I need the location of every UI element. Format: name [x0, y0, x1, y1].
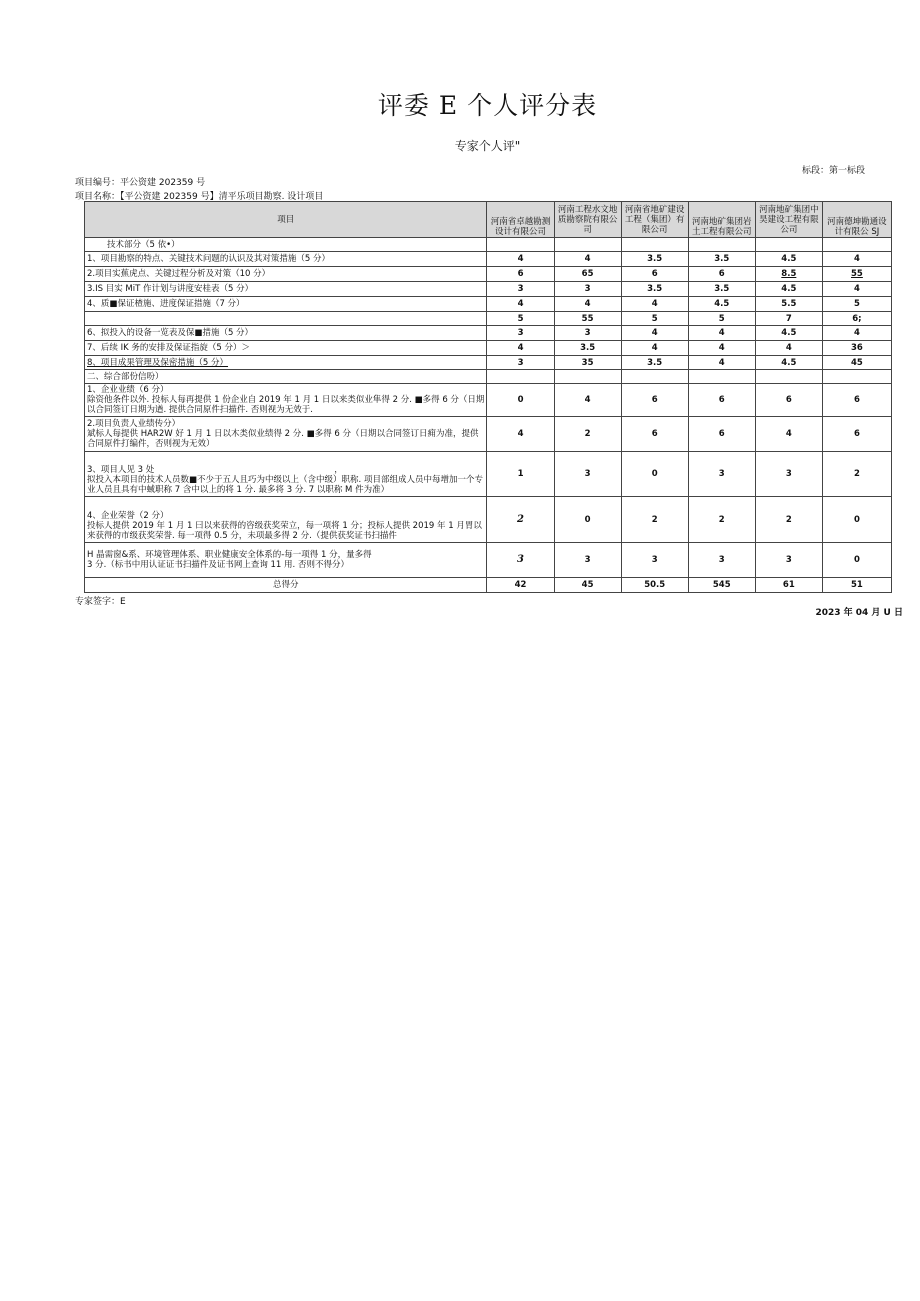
- table-row: [85, 417, 892, 452]
- row-detail: 3 分.（标书中用认证证书扫描件及证书网上查询 11 用. 否则不得分）: [87, 560, 349, 570]
- score-cell: 3: [554, 452, 621, 497]
- score-cell: 4: [822, 282, 891, 297]
- score-cell: 0: [822, 543, 891, 578]
- score-cell: 3.5: [688, 282, 755, 297]
- table-row: [85, 452, 892, 497]
- row-label: 4、质■保证楂施、进度保证措施（7 分）: [85, 297, 487, 312]
- score-cell: 3: [688, 452, 755, 497]
- total-cell: 51: [822, 578, 891, 593]
- score-cell: 3.5: [621, 282, 688, 297]
- score-cell: 4: [621, 326, 688, 341]
- score-cell: 6: [621, 417, 688, 452]
- total-cell: 545: [688, 578, 755, 593]
- score-cell: 2: [621, 497, 688, 543]
- score-cell: 4: [822, 252, 891, 267]
- table-row: [85, 326, 892, 341]
- row-label: [85, 452, 487, 497]
- table-row: [85, 297, 892, 312]
- score-cell: 0: [554, 497, 621, 543]
- table-row: [85, 543, 892, 578]
- score-cell: [755, 238, 822, 252]
- score-cell: 3: [621, 543, 688, 578]
- score-cell: 2: [554, 417, 621, 452]
- row-label: [85, 384, 487, 417]
- score-cell: 4: [621, 341, 688, 356]
- row-label: 2.项目实蕉虎点、关键过程分析及对策（10 分）: [85, 267, 487, 282]
- score-cell: 6: [822, 384, 891, 417]
- row-detail: 投标人提供 2019 年 1 月 1 曰以来获得的咨级获奖荣立，每一项将 1 分；投标人提供 2019 年 1 月胃以来获得的市级获奖荣誉. 每一项得 0.5 分，未项最多得 2 分.（提供获奖证书扫描件: [87, 521, 482, 541]
- score-cell: 4: [688, 356, 755, 370]
- row-label: [85, 497, 487, 543]
- row-label: 技术部分（5 依•）: [85, 238, 487, 252]
- score-cell: 3: [688, 543, 755, 578]
- score-cell: 3: [755, 452, 822, 497]
- score-cell: [621, 238, 688, 252]
- score-cell: 1: [487, 452, 554, 497]
- row-title: H 晶需窗&系、环境管理体系、职业健康安全体系的-每一项得 1 分，量多得: [87, 550, 372, 560]
- score-cell: [688, 238, 755, 252]
- project-number: 项目编号：平公资建 202359 号: [75, 178, 206, 188]
- row-detail: 斌标人每提供 HAR2W 好 1 月 1 日以木类似业绩得 2 分. ■多得 6 分（日期以合同签订日痈为准，提供合同原件打编件，否则视为无效）: [87, 429, 479, 449]
- total-cell: 45: [554, 578, 621, 593]
- score-cell: 3: [487, 326, 554, 341]
- score-cell: 55: [554, 312, 621, 326]
- score-cell: 2: [755, 497, 822, 543]
- table-row: [85, 356, 892, 370]
- score-cell: 4: [487, 252, 554, 267]
- row-mark: ，: [334, 465, 343, 475]
- score-cell: 6: [487, 267, 554, 282]
- score-cell: 4.5: [755, 252, 822, 267]
- score-cell: 36: [822, 341, 891, 356]
- row-label: 二、综合部份信吩）: [85, 370, 487, 384]
- score-cell: 8.5: [755, 267, 822, 282]
- score-cell: [487, 238, 554, 252]
- header-item: 项目: [85, 202, 487, 238]
- score-cell: 3: [755, 543, 822, 578]
- total-cell: 61: [755, 578, 822, 593]
- sign-date: 2023 年 04 月 U 日: [815, 608, 903, 618]
- row-title: 2.项目负责人业绩传分）: [87, 419, 181, 429]
- row-title: 4、企业荣誉（2 分）: [87, 511, 169, 521]
- header-company-1: 河南省卓越勘测设计有限公司: [487, 202, 554, 238]
- score-cell: 4: [755, 341, 822, 356]
- header-company-5: 河南地矿集团中昊建设工程有限公司: [755, 202, 822, 238]
- score-cell: 4: [688, 341, 755, 356]
- score-cell: 5.5: [755, 297, 822, 312]
- row-label: 3.IS 目实 MiT 作计划与讲度安桂表（5 分）: [85, 282, 487, 297]
- score-cell: 4: [554, 384, 621, 417]
- table-row: [85, 384, 892, 417]
- score-cell: 6: [621, 267, 688, 282]
- score-cell: [822, 238, 891, 252]
- score-cell: 5: [487, 312, 554, 326]
- score-cell: 4: [822, 326, 891, 341]
- score-cell: 3.5: [621, 252, 688, 267]
- score-cell: 4: [487, 341, 554, 356]
- score-cell: 5: [688, 312, 755, 326]
- score-cell: 4.5: [755, 356, 822, 370]
- total-cell: 50.5: [621, 578, 688, 593]
- score-cell: 6: [621, 384, 688, 417]
- header-company-2: 河南工程水文地质勘察院有限公司: [554, 202, 621, 238]
- score-cell: 2: [487, 497, 554, 543]
- page-subtitle: 专家个人评": [454, 139, 521, 153]
- score-cell: 55: [822, 267, 891, 282]
- score-cell: 6: [688, 384, 755, 417]
- header-company-4: 河南地矿集团岩土工程有限公司: [688, 202, 755, 238]
- table-row: [85, 267, 892, 282]
- row-label: [85, 543, 487, 578]
- score-cell: [755, 370, 822, 384]
- score-cell: [822, 370, 891, 384]
- score-table: [84, 201, 892, 593]
- score-cell: 3: [554, 282, 621, 297]
- row-detail: 拟投入本项目的技术人员数■不少于五人且巧为中级以上（含中级）职称. 项目部组成人员中每增加一个专业人员且具有中蜮职称 7 含中以上的将 1 分. 最多将 3 分. 7 以职称 M 件为准）: [87, 475, 483, 495]
- score-cell: 45: [822, 356, 891, 370]
- score-cell: 2: [822, 452, 891, 497]
- score-cell: 3.5: [688, 252, 755, 267]
- score-cell: 4: [554, 297, 621, 312]
- row-title: 3、项目人见 3 处 ，: [87, 465, 343, 475]
- score-cell: 35: [554, 356, 621, 370]
- score-cell: [554, 238, 621, 252]
- table-row: [85, 370, 892, 384]
- score-cell: 4: [621, 297, 688, 312]
- score-cell: 0: [621, 452, 688, 497]
- total-cell: 42: [487, 578, 554, 593]
- score-cell: 4.5: [755, 326, 822, 341]
- score-cell: [554, 370, 621, 384]
- row-label: [85, 417, 487, 452]
- table-row: [85, 341, 892, 356]
- row-label: 6、拟投入的设备一览表及保■措施（5 分）: [85, 326, 487, 341]
- row-title: 1、企业业绩（6 分）: [87, 385, 169, 395]
- score-cell: 3: [487, 356, 554, 370]
- score-cell: [621, 370, 688, 384]
- table-row: [85, 252, 892, 267]
- score-cell: 4: [554, 252, 621, 267]
- score-cell: 0: [822, 497, 891, 543]
- project-name: 项目名称：【平公资建 202359 号】清平乐项目勘察. 设计项目: [75, 192, 324, 202]
- score-cell: [487, 370, 554, 384]
- score-cell: 2: [688, 497, 755, 543]
- score-cell: 6: [822, 417, 891, 452]
- score-cell: 6: [688, 417, 755, 452]
- section-number: 标段：第一标段: [801, 166, 865, 176]
- score-cell: 3: [487, 282, 554, 297]
- score-cell: 4: [487, 297, 554, 312]
- table-header-row: [85, 202, 892, 238]
- score-cell: 3: [554, 543, 621, 578]
- score-cell: 3.5: [554, 341, 621, 356]
- score-cell: 4.5: [688, 297, 755, 312]
- score-cell: 65: [554, 267, 621, 282]
- page-title: 评委 E 个人评分表: [377, 91, 598, 120]
- row-label: 7、后续 IK 务的安排及保证指旋（5 分）＞: [85, 341, 487, 356]
- score-cell: 4: [688, 326, 755, 341]
- score-cell: 3.5: [621, 356, 688, 370]
- score-cell: 3: [487, 543, 554, 578]
- expert-signature: 专家签字：E: [75, 597, 126, 607]
- header-company-3: 河南省地矿建设工程（集团）有限公司: [621, 202, 688, 238]
- score-cell: 7: [755, 312, 822, 326]
- table-row: [85, 282, 892, 297]
- header-company-6: 河南德坤勘通设计有限公 SJ: [822, 202, 891, 238]
- score-cell: 0: [487, 384, 554, 417]
- score-cell: 6: [688, 267, 755, 282]
- score-cell: 3: [554, 326, 621, 341]
- score-cell: 6;: [822, 312, 891, 326]
- score-cell: 5: [621, 312, 688, 326]
- table-row: [85, 497, 892, 543]
- score-cell: [688, 370, 755, 384]
- table-row: [85, 238, 892, 252]
- total-label: 总得分: [85, 578, 487, 593]
- score-cell: 4.5: [755, 282, 822, 297]
- score-cell: 4: [487, 417, 554, 452]
- row-detail: 除资他条件以外. 投标人每再提供 1 份企业自 2019 年 1 月 1 日以来类似业隼得 2 分. ■多得 6 分（日期以合同签订日期为遒. 提供合同原件扫描件. 否则视为无效于.: [87, 395, 485, 415]
- total-row: [85, 578, 892, 593]
- score-cell: 6: [755, 384, 822, 417]
- table-row: [85, 312, 892, 326]
- row-label: 8、项目成果管理及保密措施（5 分）: [85, 356, 487, 370]
- score-cell: 4: [755, 417, 822, 452]
- row-label: [85, 312, 487, 326]
- score-cell: 5: [822, 297, 891, 312]
- row-label: 1、项目勘察的特点、关键技术问题的认识及其对策措施（5 分）: [85, 252, 487, 267]
